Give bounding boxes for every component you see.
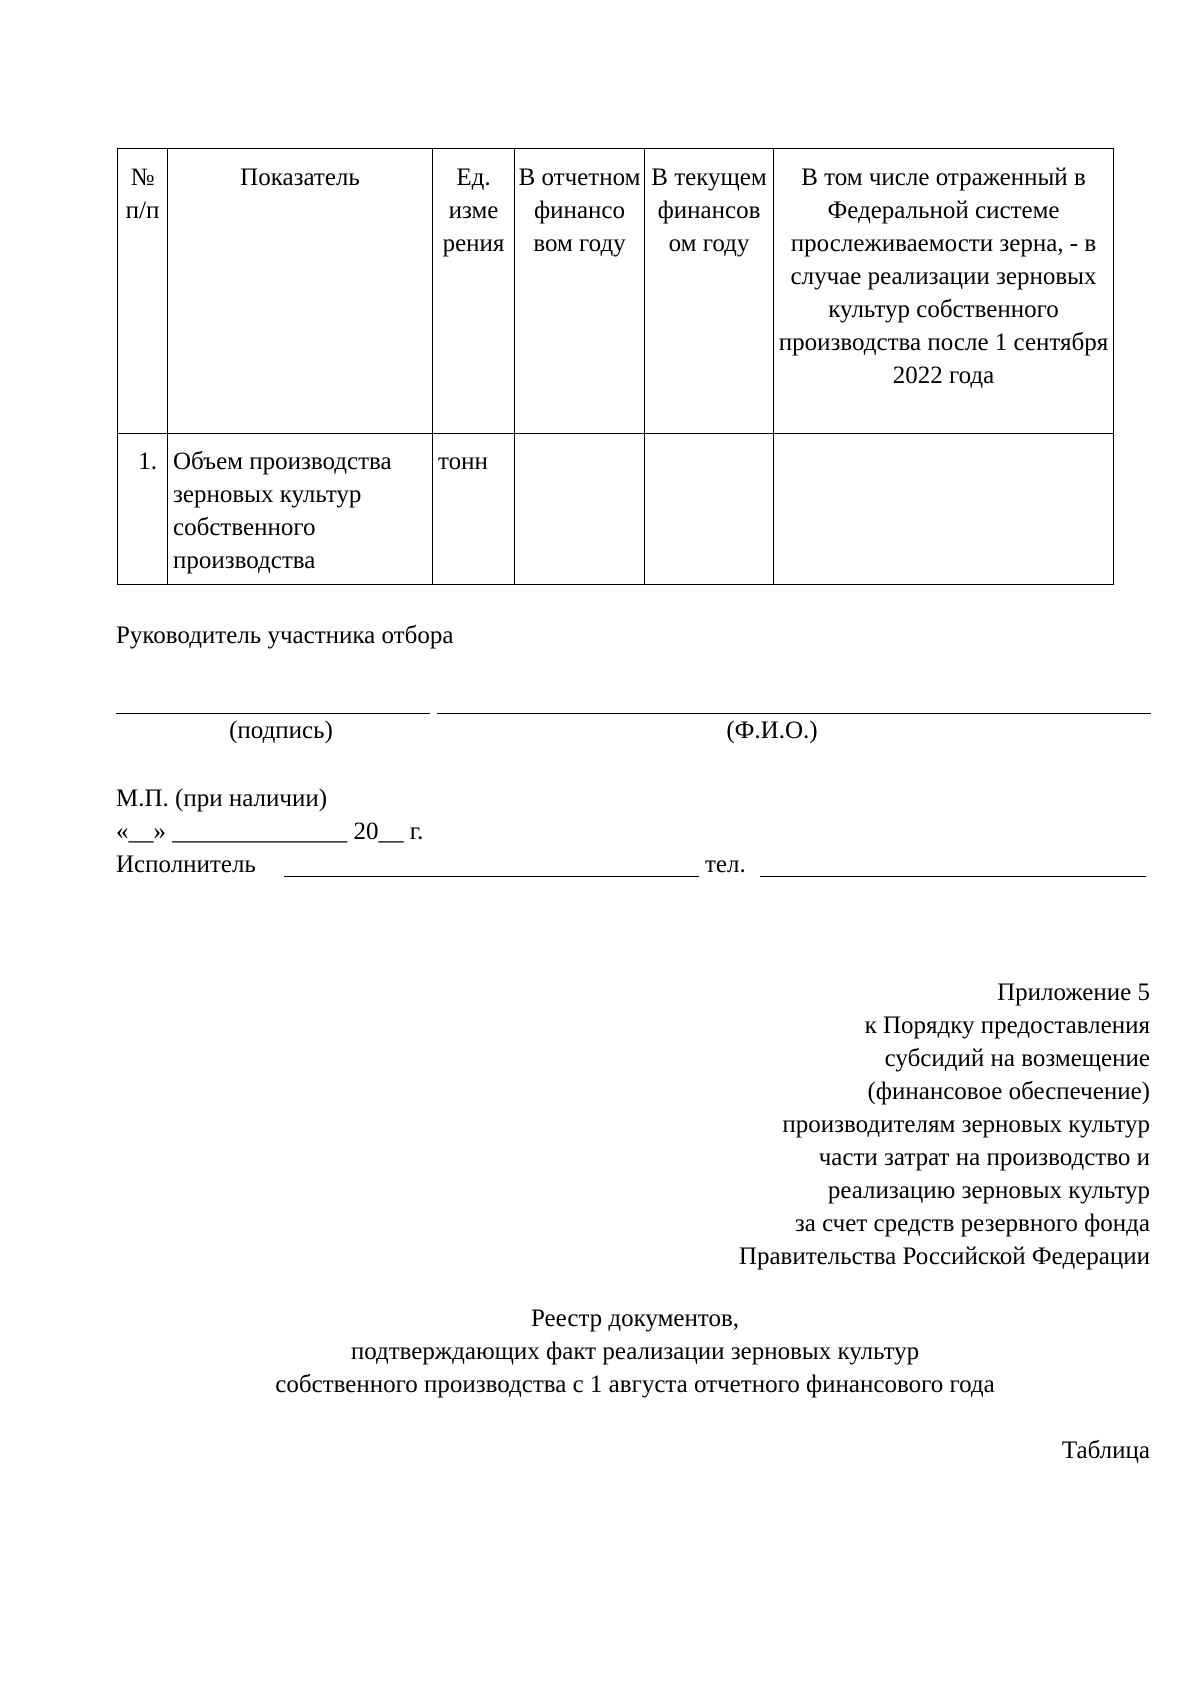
signature-line[interactable] (116, 713, 430, 714)
phone-label: тел. (705, 851, 746, 878)
row-current-year-cell[interactable] (645, 434, 774, 585)
appendix-line: производителям зерновых культур (782, 1111, 1150, 1138)
header-cell-current-year: В текущем финансов ом году (645, 149, 774, 434)
appendix-line: к Порядку предоставления (864, 1012, 1150, 1039)
appendix-block (550, 976, 1150, 1273)
header-cell-reported-year: В отчетном финансо вом году (515, 149, 645, 434)
full-name-line[interactable] (437, 713, 1151, 714)
row-indicator-cell: Объем производства зерновых культур собственного производства (168, 434, 433, 585)
appendix-line: Правительства Российской Федерации (738, 1243, 1150, 1270)
appendix-line: (финансовое обеспечение) (867, 1078, 1150, 1105)
indicator-table (117, 148, 1114, 585)
executor-line[interactable] (284, 876, 699, 877)
table-label: Таблица (1061, 1437, 1150, 1464)
phone-line[interactable] (760, 876, 1146, 877)
signature-caption: (подпись) (229, 717, 333, 744)
row-unit-cell: тонн (433, 434, 515, 585)
executor-label: Исполнитель (116, 851, 256, 878)
date-line[interactable]: «__» ______________ 20__ г. (116, 818, 424, 845)
row-fgis-cell[interactable] (774, 434, 1114, 585)
row-number-cell: 1. (118, 434, 168, 585)
stamp-label: М.П. (при наличии) (116, 785, 328, 812)
table-row (118, 434, 1114, 585)
header-cell-unit: Ед. изме рения (433, 149, 515, 434)
full-name-caption: (Ф.И.О.) (726, 717, 818, 744)
appendix-line: реализацию зерновых культур (827, 1177, 1150, 1204)
table-header-row (118, 149, 1114, 434)
header-cell-fgis: В том числе отраженный в Федеральной системе прослеживаемости зерна, - в случае реализации зерновых культур собственного производства после 1 сентября 2022 года (774, 149, 1114, 434)
appendix-line: Приложение 5 (997, 979, 1150, 1006)
head-of-participant-label: Руководитель участника отбора (116, 622, 454, 649)
header-cell-number: № п/п (118, 149, 168, 434)
row-reported-year-cell[interactable] (515, 434, 645, 585)
registry-title-line: подтверждающих факт реализации зерновых культур (350, 1338, 920, 1365)
registry-title-line: собственного производства с 1 августа отчетного финансового года (275, 1371, 995, 1398)
registry-title (0, 1302, 1200, 1401)
registry-title-line: Реестр документов, (530, 1305, 740, 1332)
header-cell-indicator: Показатель (168, 149, 433, 434)
appendix-line: части затрат на производство и (818, 1144, 1150, 1171)
appendix-line: за счет средств резервного фонда (794, 1210, 1150, 1237)
appendix-line: субсидий на возмещение (884, 1045, 1150, 1072)
